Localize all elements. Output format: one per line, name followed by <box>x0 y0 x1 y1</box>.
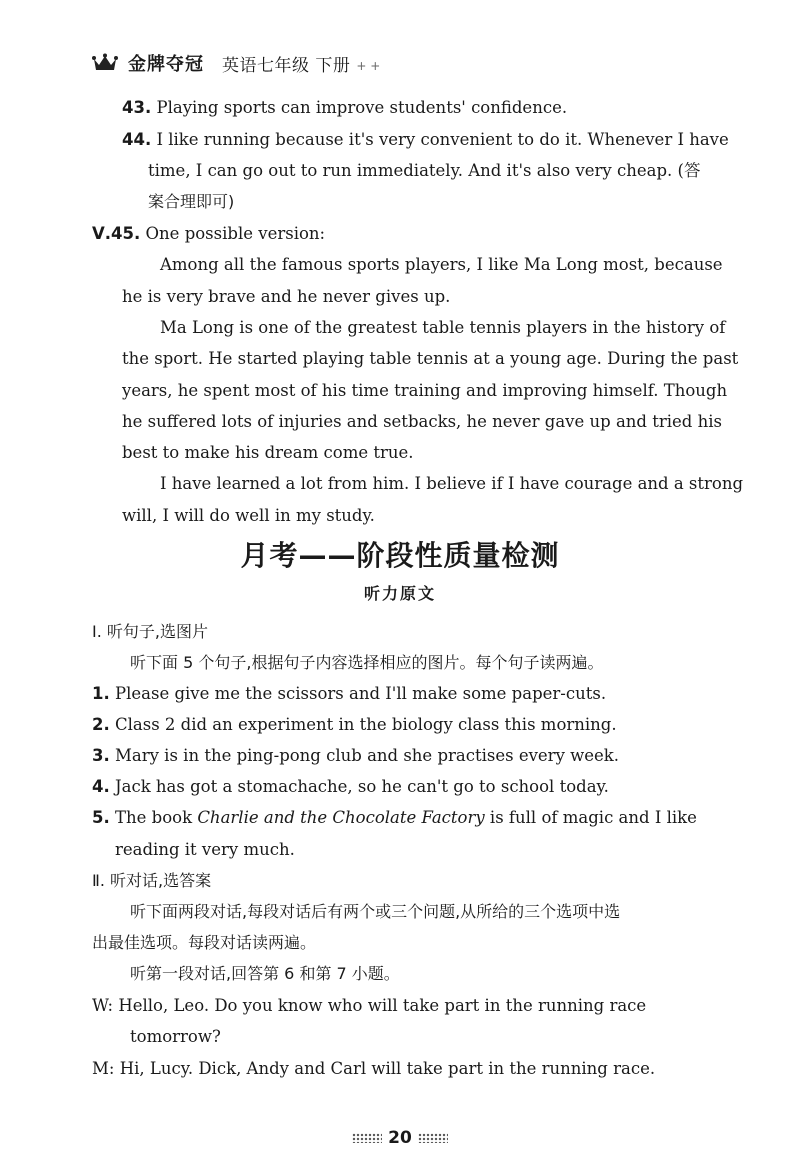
section-2-instruction: 听下面两段对话,每段对话后有两个或三个问题,从所给的三个选项中选 <box>130 902 621 921</box>
sentence-number: 2. <box>92 715 110 734</box>
header-decoration: + + <box>356 59 381 73</box>
question-number: 45. <box>111 224 141 243</box>
essay-line: years, he spent most of his time training and improving himself. Though <box>122 381 728 400</box>
dialogue-line-woman <box>92 994 646 1018</box>
question-number: 43. <box>122 98 152 117</box>
dialogue-text: Hi, Lucy. Dick, Andy and Carl will take part in the running race. <box>119 1059 656 1078</box>
answer-43 <box>122 96 567 120</box>
essay-line: Ma Long is one of the greatest table tennis players in the history of <box>160 318 726 337</box>
listening-sentence <box>92 713 617 737</box>
question-number: 44. <box>122 130 152 149</box>
page-number: 20 <box>388 1128 412 1148</box>
section-1-instruction: 听下面 5 个句子,根据句子内容选择相应的图片。每个句子读两遍。 <box>130 653 604 672</box>
exam-title: 月考——阶段性质量检测 <box>240 539 560 572</box>
sentence-number: 1. <box>92 684 110 703</box>
answer-44-line-2: time, I can go out to run immediately. And it's also very cheap. (答 <box>148 161 701 180</box>
sentence-text: Jack has got a stomachache, so he can't go to school today. <box>109 777 609 796</box>
brand-name: 金牌夺冠 <box>128 54 204 75</box>
essay-line: the sport. He started playing table tennis at a young age. During the past <box>122 349 739 368</box>
answer-45-intro <box>92 222 325 246</box>
speaker-label: M: <box>92 1059 115 1078</box>
answer-44-line-3: 案合理即可) <box>148 192 235 211</box>
page-header <box>92 48 380 78</box>
listening-sentence <box>92 806 697 830</box>
book-title: Charlie and the Chocolate Factory <box>197 808 485 827</box>
dialogue-line-woman-cont: tomorrow? <box>130 1027 221 1046</box>
crown-icon <box>92 53 118 73</box>
sentence-number: 3. <box>92 746 110 765</box>
section-2-instruction-cont: 出最佳选项。每段对话读两遍。 <box>92 933 317 952</box>
essay-line: I have learned a lot from him. I believe if I have courage and a strong <box>160 474 744 493</box>
listening-sentence <box>92 744 619 768</box>
page-footer <box>0 1128 800 1148</box>
dialogue-line-man <box>92 1057 655 1081</box>
speaker-label: W: <box>92 996 114 1015</box>
answer-text: I like running because it's very convenient to do it. Whenever I have <box>151 130 729 149</box>
section-1-heading: Ⅰ. 听句子,选图片 <box>92 622 208 641</box>
exam-subtitle: 听力原文 <box>363 584 436 603</box>
answer-44-line-1 <box>122 128 729 152</box>
dialogue-text: Hello, Leo. Do you know who will take part in the running race <box>118 996 647 1015</box>
sentence-text: Please give me the scissors and I'll make some paper-cuts. <box>109 684 607 703</box>
essay-line: he suffered lots of injuries and setbacks, he never gave up and tried his <box>122 412 722 431</box>
essay-line: he is very brave and he never gives up. <box>122 287 451 306</box>
answer-text: One possible version: <box>140 224 326 243</box>
dots-ornament-right <box>418 1133 448 1143</box>
sentence-number: 5. <box>92 808 110 827</box>
answer-text: Playing sports can improve students' confidence. <box>151 98 568 117</box>
section-2-heading: Ⅱ. 听对话,选答案 <box>92 871 212 890</box>
listening-sentence-cont: reading it very much. <box>115 840 295 859</box>
listening-sentence <box>92 775 609 799</box>
section-roman: Ⅴ. <box>92 224 112 243</box>
essay-line: Among all the famous sports players, I like Ma Long most, because <box>160 255 723 274</box>
dots-ornament-left <box>352 1133 382 1143</box>
sentence-text: The book <box>109 808 198 827</box>
sentence-number: 4. <box>92 777 110 796</box>
sentence-text: is full of magic and I like <box>484 808 697 827</box>
book-subject: 英语七年级 下册 <box>222 55 351 76</box>
essay-line: best to make his dream come true. <box>122 443 414 462</box>
sentence-text: Class 2 did an experiment in the biology class this morning. <box>109 715 617 734</box>
sentence-text: Mary is in the ping-pong club and she practises every week. <box>109 746 620 765</box>
dialogue-1-instruction: 听第一段对话,回答第 6 和第 7 小题。 <box>130 964 400 983</box>
listening-sentence <box>92 682 606 706</box>
essay-line: will, I will do well in my study. <box>122 506 375 525</box>
